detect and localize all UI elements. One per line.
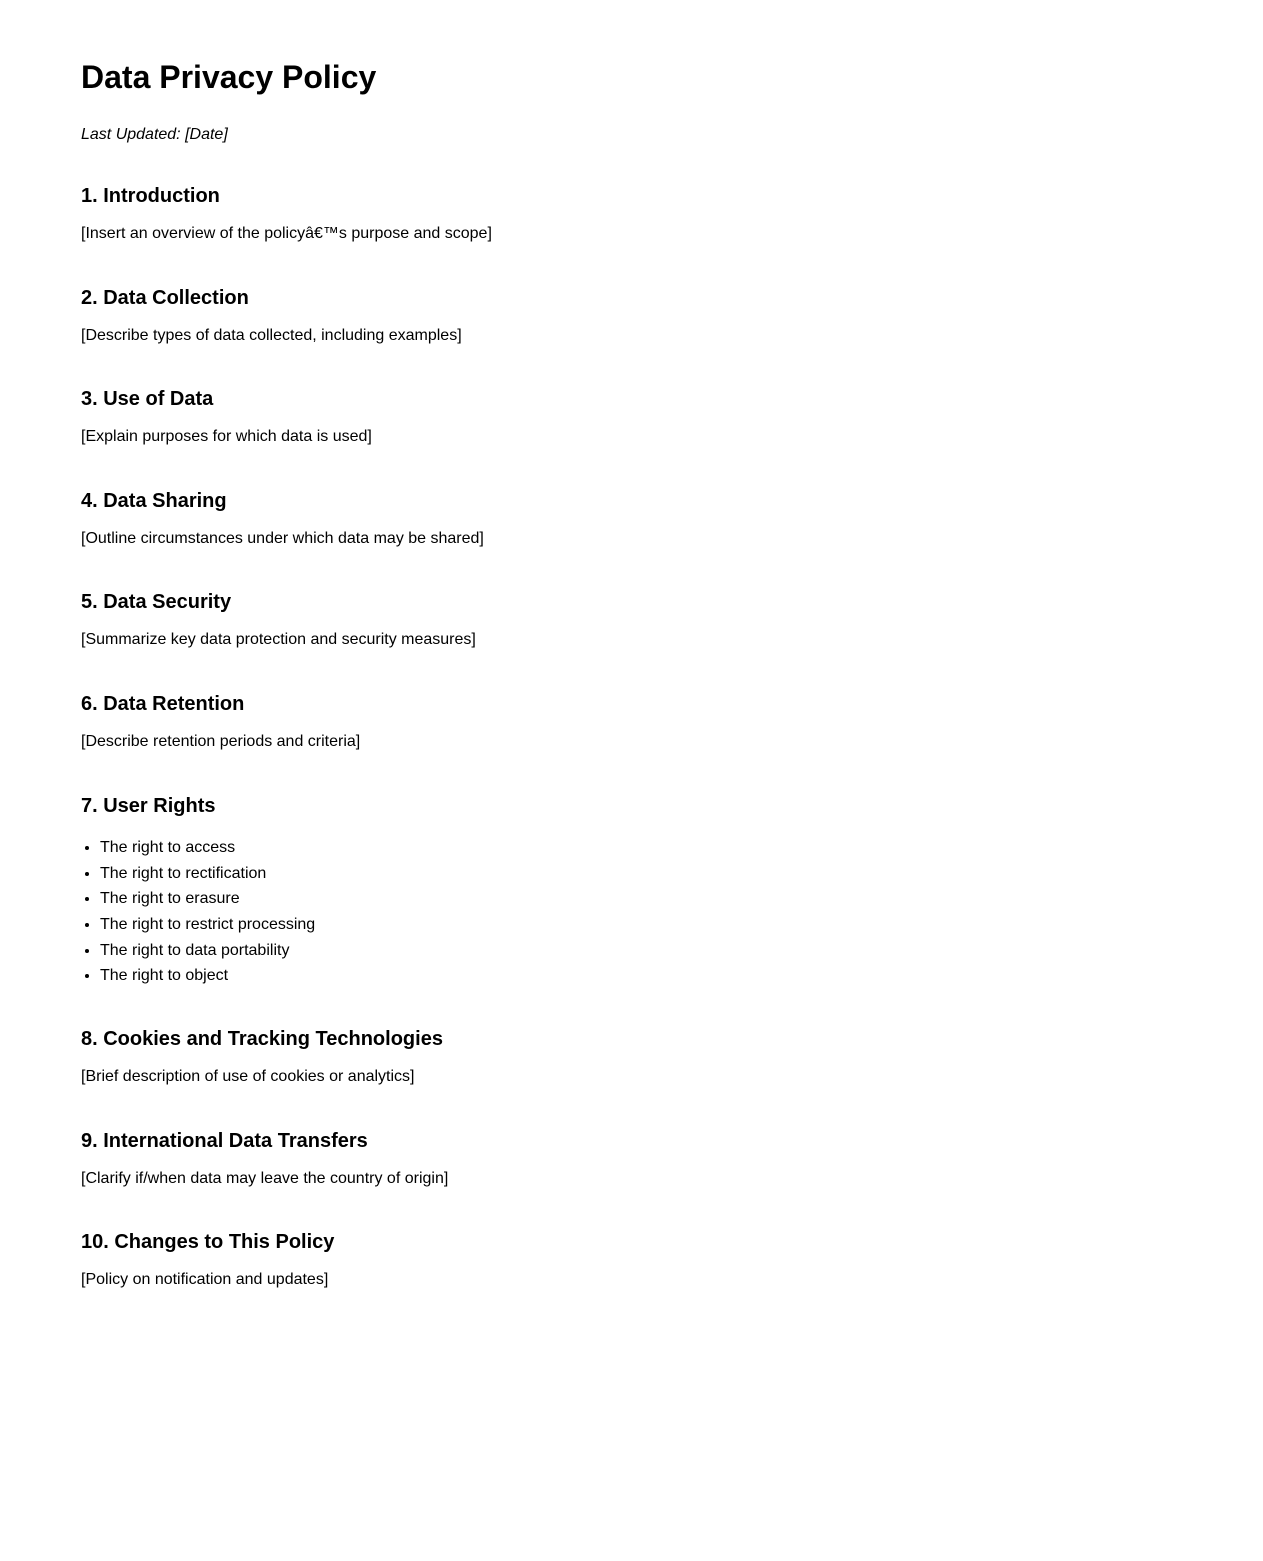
- section-heading: 7. User Rights: [81, 795, 216, 817]
- section-use-of-data: [81, 387, 372, 446]
- list-item: • The right to access: [100, 838, 315, 857]
- section-introduction: [81, 184, 492, 243]
- section-heading: 4. Data Sharing: [81, 490, 227, 512]
- section-data-sharing: [81, 489, 484, 548]
- section-heading: 5. Data Security: [81, 591, 232, 613]
- section-heading: 3. Use of Data: [81, 388, 214, 410]
- section-policy-changes: [81, 1230, 334, 1289]
- section-body: [Describe types of data collected, including examples]: [81, 327, 462, 344]
- page-title: Data Privacy Policy: [81, 59, 377, 95]
- section-user-rights: [81, 794, 315, 992]
- section-body: [Insert an overview of the policyâ€™s purpose and scope]: [81, 225, 492, 242]
- section-body: [Describe retention periods and criteria]: [81, 733, 361, 750]
- section-body: [Brief description of use of cookies or analytics]: [81, 1068, 415, 1085]
- section-heading: 9. International Data Transfers: [81, 1130, 368, 1152]
- section-heading: 6. Data Retention: [81, 693, 245, 715]
- list-item: • The right to restrict processing: [100, 915, 315, 934]
- section-data-retention: [81, 692, 360, 751]
- section-heading: 8. Cookies and Tracking Technologies: [81, 1028, 443, 1050]
- list-item: • The right to object: [100, 966, 315, 985]
- list-item: • The right to rectification: [100, 864, 315, 883]
- list-item: • The right to data portability: [100, 941, 315, 960]
- section-body: [Explain purposes for which data is used]: [81, 428, 372, 445]
- last-updated-text: Last Updated: [Date]: [81, 126, 228, 143]
- section-data-collection: [81, 286, 462, 345]
- section-cookies-tracking: [81, 1027, 443, 1086]
- section-body: [Policy on notification and updates]: [81, 1271, 329, 1288]
- section-body: [Outline circumstances under which data may be shared]: [81, 530, 484, 547]
- user-rights-list: [81, 838, 315, 985]
- section-heading: 2. Data Collection: [81, 287, 249, 309]
- section-data-security: [81, 590, 476, 649]
- section-heading: 1. Introduction: [81, 185, 220, 207]
- section-body: [Clarify if/when data may leave the country of origin]: [81, 1170, 449, 1187]
- section-international-transfers: [81, 1129, 448, 1188]
- section-body: [Summarize key data protection and security measures]: [81, 631, 476, 648]
- list-item: • The right to erasure: [100, 889, 315, 908]
- section-heading: 10. Changes to This Policy: [81, 1231, 335, 1253]
